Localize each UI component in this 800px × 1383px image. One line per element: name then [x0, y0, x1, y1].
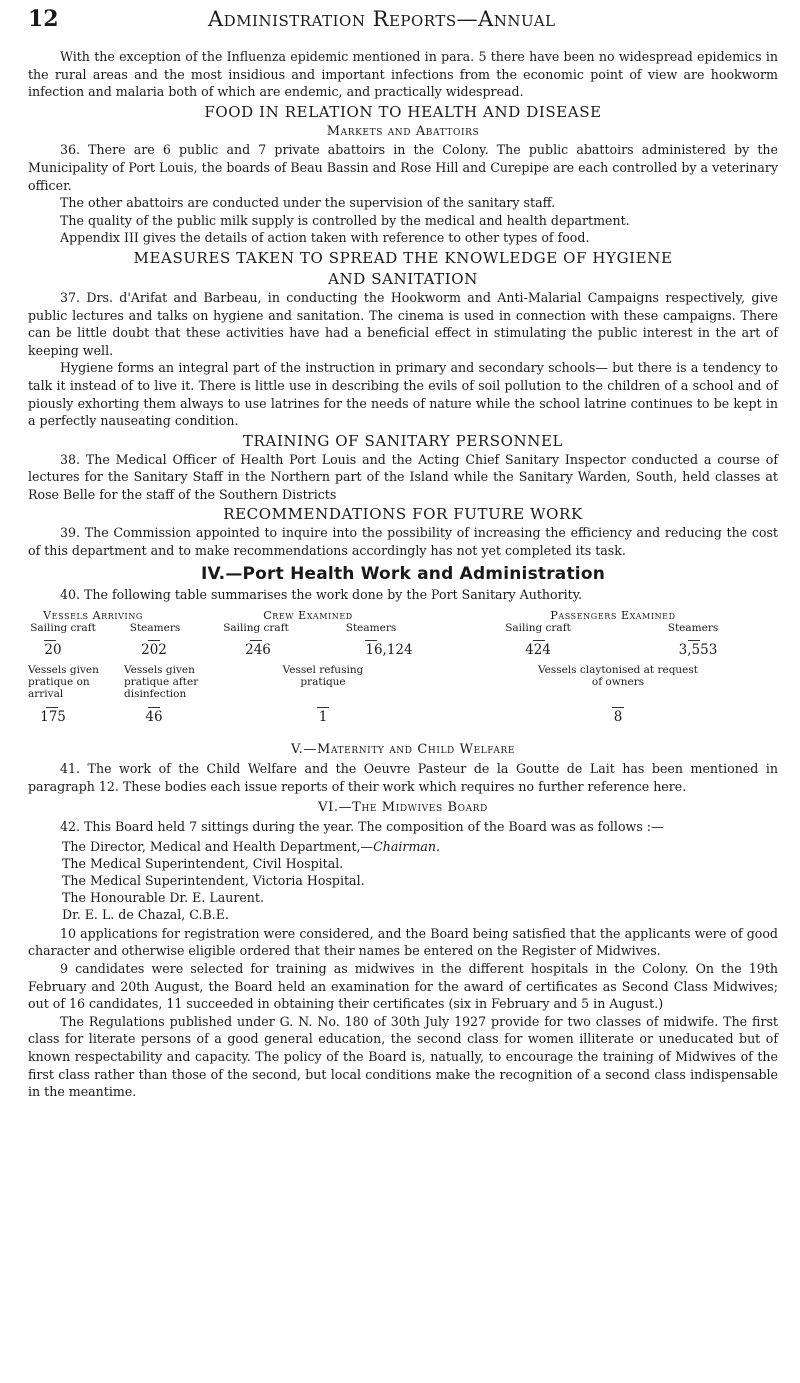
applications-paragraph: 10 applications for registration were considered, and the Board being satisfied that the applicants were of good character and otherwise eligible ordered that their names be entered on the Register of Midwives. — [28, 925, 778, 959]
value-crew-sailing: 246 — [245, 641, 271, 658]
board-member: The Medical Superintendent, Civil Hospital. — [62, 855, 344, 871]
chairman-role: Chairman. — [373, 838, 441, 854]
col-sailing-craft-vessels: Sailing craft — [30, 621, 96, 634]
label-claytonised-2: of owners — [591, 675, 645, 688]
value-pratique-arrival: 175 — [40, 708, 66, 725]
paragraph-39: 39. The Commission appointed to inquire into the possibility of increasing the efficiency and reducing the cost of this department and to make recommendations accordingly has not yet completed its task. — [28, 525, 778, 559]
paragraph-42: 42. This Board held 7 sittings during the year. The composition of the Board was as follows :— — [60, 819, 664, 835]
label-pratique-arrival-1: Vessels given — [28, 663, 99, 676]
midwives-heading — [28, 799, 778, 817]
label-pratique-disinfection-1: Vessels given — [124, 663, 195, 676]
regulations-paragraph: The Regulations published under G. N. No. 180 of 30th July 1927 provide for two classes of midwife. The first class for literate persons of a good general education, the second class for women illiterate or uneducated but of known respectability and capacity. The policy of the Board is, natually, to encourage the training of Midwives of the first class rather than those of the second, but local conditions make the recognition of a second class indispensable in the meantime. — [28, 1013, 778, 1100]
paragraph-41: 41. The work of the Child Welfare and the Oeuvre Pasteur de la Goutte de Lait has been mentioned in paragraph 12. These bodies each issue reports of their work which requires no further reference here. — [28, 761, 778, 795]
board-member: Dr. E. L. de Chazal, C.B.E. — [62, 906, 229, 922]
hygiene-heading-line2: AND SANITATION — [328, 269, 478, 288]
maternity-heading-text: Maternity and Child Welfare — [317, 741, 516, 757]
group-crew-examined: Crew Examined — [263, 608, 353, 622]
dash — [533, 640, 545, 641]
group-vessels-arriving: Vessels Arriving — [43, 608, 143, 622]
dash — [688, 640, 700, 641]
value-refusing: 1 — [318, 708, 328, 725]
label-claytonised-1: Vessels claytonised at request — [537, 663, 699, 676]
label-pratique-disinfection-2: pratique after — [124, 675, 199, 688]
recommendations-heading: RECOMMENDATIONS FOR FUTURE WORK — [223, 505, 583, 524]
paragraph-36: 36. There are 6 public and 7 private abattoirs in the Colony. The public abattoirs administered by the Municipality of Port Louis, the boards of Beau Bassin and Rose Hill and Curepipe are each controlled by a veterinary officer. — [28, 142, 778, 193]
milk-supply-line: The quality of the public milk supply is controlled by the medical and health department. — [60, 212, 630, 228]
maternity-heading — [28, 741, 778, 759]
value-vessels-sailing: 20 — [44, 641, 62, 658]
col-steamers-crew: Steamers — [345, 621, 397, 634]
dash — [365, 640, 377, 641]
board-member — [62, 838, 778, 855]
dash — [317, 707, 329, 708]
value-passengers-sailing: 424 — [525, 641, 551, 658]
label-refusing-1: Vessel refusing — [282, 663, 364, 676]
running-title: Administration Reports—Annual — [208, 7, 556, 31]
paragraph-38: 38. The Medical Officer of Health Port Louis and the Acting Chief Sanitary Inspector conducted a course of lectures for the Sanitary Staff in the Northern part of the Island while the Sanitary Warden, South, held classes at Rose Belle for the staff of the Southern Districts — [28, 451, 778, 502]
group-passengers-examined: Passengers Examined — [550, 608, 676, 622]
page-header — [28, 6, 776, 32]
col-steamers-vessels: Steamers — [129, 621, 181, 634]
value-vessels-steamers: 202 — [141, 641, 167, 658]
dash — [612, 707, 624, 708]
hygiene-heading-line1: MEASURES TAKEN TO SPREAD THE KNOWLEDGE OF HYGIENE — [133, 248, 673, 267]
food-section-heading: FOOD IN RELATION TO HEALTH AND DISEASE — [204, 102, 602, 121]
value-claytonised: 8 — [613, 708, 623, 725]
maternity-heading-number: V.— — [290, 741, 318, 757]
label-pratique-arrival-3: arrival — [28, 687, 64, 700]
col-sailing-craft-crew: Sailing craft — [223, 621, 289, 634]
dash — [44, 640, 56, 641]
dash — [250, 640, 262, 641]
label-refusing-2: pratique — [300, 675, 346, 688]
board-member-chair: The Director, Medical and Health Department,— — [62, 838, 374, 854]
midwives-heading-number: VI.— — [318, 799, 353, 815]
intro-paragraph: With the exception of the Influenza epidemic mentioned in para. 5 there have been no widespread epidemics in the rural areas and the most insidious and important infections from the economic point of view are hookworm infection and malaria both of which are endemic, and practically widespread. — [28, 49, 778, 100]
candidates-paragraph: 9 candidates were selected for training as midwives in the different hospitals in the Colony. On the 19th February and 20th August, the Board held an examination for the award of certificates as Second Class Midwives; out of 16 candidates, 11 succeeded in obtaining their certificates (six in February and 5 in August.) — [28, 961, 778, 1012]
page-number: 12 — [28, 6, 59, 32]
paragraph-37: 37. Drs. d'Arifat and Barbeau, in conducting the Hookworm and Anti-Malarial Campaigns respectively, give public lectures and talks on hygiene and sanitation. The cinema is used in connection with these campaigns. There can be little doubt that these activities have had a beneficial effect in stimulating the public interest in the art of keeping well. — [28, 289, 778, 358]
dash — [148, 640, 160, 641]
port-health-table — [28, 610, 778, 738]
port-health-heading: IV.—Port Health Work and Administration — [200, 563, 606, 584]
page-body — [28, 48, 778, 1101]
dash — [46, 707, 58, 708]
paragraph-37-hygiene-schools: Hygiene forms an integral part of the instruction in primary and secondary schools— but there is a tendency to talk it instead of to live it. There is little use in describing the evils of soil pollution to the children of a school and of piously exhorting them always to use latrines for the needs of nature while the school latrine continues to be kept in a perfectly nauseating condition. — [28, 360, 778, 429]
col-steamers-passengers: Steamers — [667, 621, 719, 634]
training-heading: TRAINING OF SANITARY PERSONNEL — [242, 431, 564, 450]
value-crew-steamers: 16,124 — [365, 641, 413, 658]
other-abattoirs-line: The other abattoirs are conducted under the supervision of the sanitary staff. — [60, 195, 556, 211]
label-pratique-disinfection-3: disinfection — [124, 687, 187, 700]
value-pratique-disinfection: 46 — [145, 708, 163, 725]
appendix-line: Appendix III gives the details of action taken with reference to other types of food. — [60, 230, 590, 246]
label-pratique-arrival-2: pratique on — [28, 675, 90, 688]
board-members-list — [62, 838, 778, 923]
col-sailing-craft-passengers: Sailing craft — [505, 621, 571, 634]
markets-abattoirs-subheading: Markets and Abattoirs — [326, 123, 480, 139]
board-member: The Honourable Dr. E. Laurent. — [62, 889, 264, 905]
value-passengers-steamers: 3,553 — [678, 641, 718, 658]
board-member: The Medical Superintendent, Victoria Hospital. — [62, 872, 365, 888]
dash — [148, 707, 160, 708]
paragraph-40: 40. The following table summarises the work done by the Port Sanitary Authority. — [60, 587, 583, 603]
midwives-heading-text: The Midwives Board — [352, 799, 488, 815]
